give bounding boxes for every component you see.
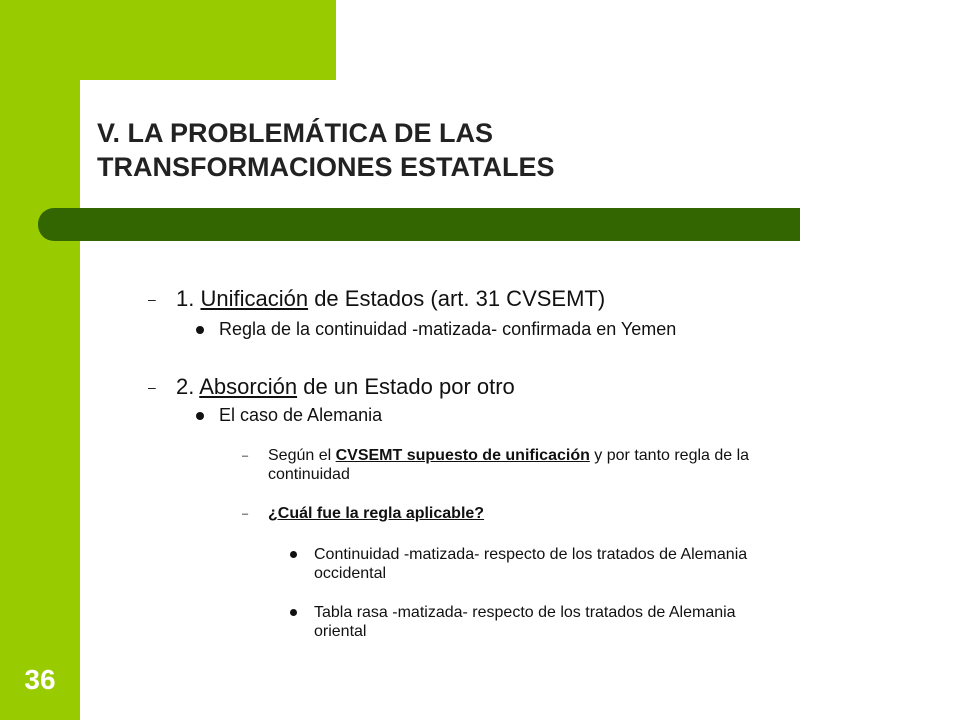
slide-title-line-1: V. LA PROBLEMÁTICA DE LAS (97, 118, 494, 148)
item-text-line-2: oriental (314, 623, 367, 640)
bullet-dot (290, 551, 297, 558)
item-keyword: Absorción (199, 374, 298, 399)
item-question: ¿Cuál fue la regla aplicable? (268, 505, 485, 522)
list-item-continuidad-yemen (219, 318, 676, 340)
dash-marker: – (242, 450, 249, 462)
item-text: Regla de la continuidad -matizada- confirmada en Yemen (219, 319, 677, 339)
item-text-line-2: continuidad (268, 466, 350, 483)
list-item-regla-aplicable (242, 504, 485, 523)
bullet-dot (196, 412, 204, 420)
item-number: 2. (176, 374, 200, 399)
list-item-unificacion (148, 286, 606, 312)
list-item-absorcion (148, 374, 515, 400)
list-item-alemania-oriental (314, 603, 736, 641)
item-text: de un Estado por otro (297, 374, 515, 399)
item-text-line-2: occidental (314, 565, 387, 582)
slide-title-line-2: TRANSFORMACIONES ESTATALES (97, 152, 555, 182)
title-divider-bar (38, 208, 800, 241)
top-accent-band (0, 0, 336, 80)
item-keyword: Unificación (200, 286, 309, 311)
left-accent-band (0, 0, 80, 720)
dash-marker: – (148, 379, 156, 395)
item-text: Continuidad -matizada- respecto de los tratados de Alemania (314, 546, 748, 563)
item-number: 1. (176, 286, 201, 311)
slide-title (97, 116, 857, 184)
list-item-segun-cvsemt (242, 446, 750, 484)
bullet-dot (290, 609, 297, 616)
slide-number: 36 (24, 664, 56, 695)
dash-marker: – (148, 291, 156, 307)
list-item-alemania-occidental (314, 545, 747, 583)
item-text: El caso de Alemania (219, 405, 383, 425)
item-text: Tabla rasa -matizada- respecto de los tratados de Alemania (314, 604, 736, 621)
dash-marker: – (242, 508, 249, 520)
item-text: de Estados (art. 31 CVSEMT) (308, 286, 606, 311)
item-text: Según el (268, 447, 336, 464)
item-text: y por tanto regla de la (589, 447, 750, 464)
list-item-alemania (219, 404, 382, 426)
item-keyword: CVSEMT supuesto de unificación (335, 447, 590, 464)
bullet-dot (196, 326, 204, 334)
